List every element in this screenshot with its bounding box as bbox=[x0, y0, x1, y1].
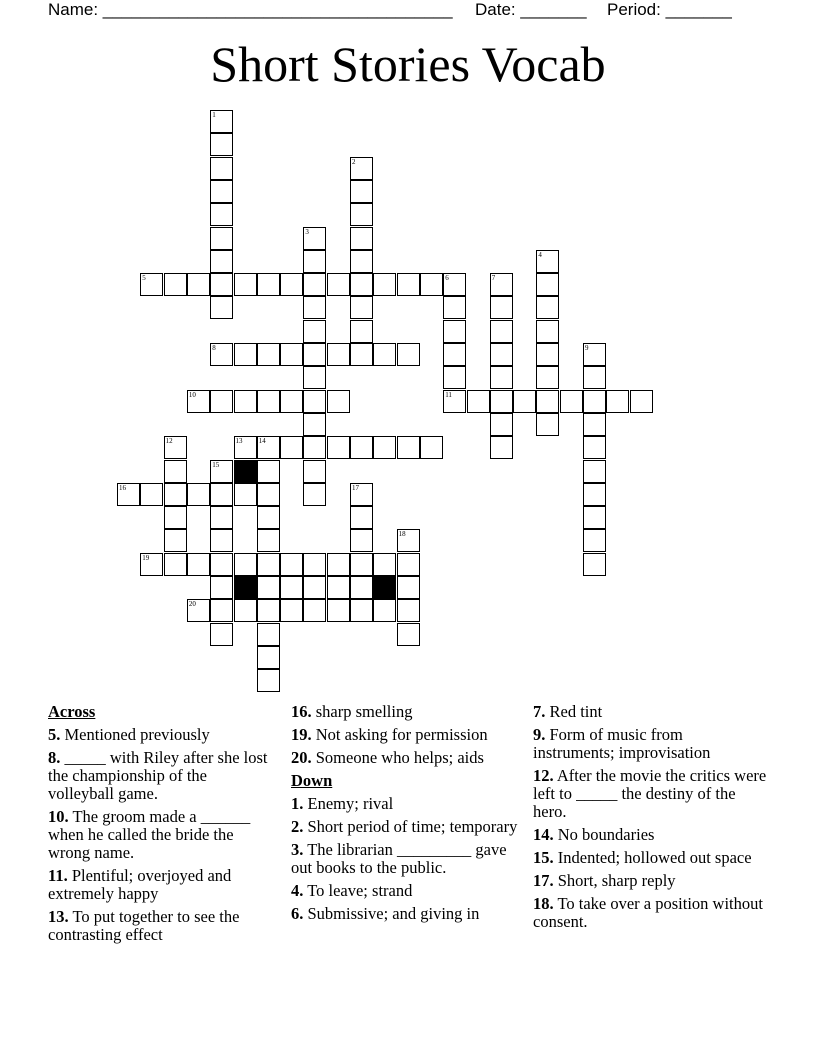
grid-cell[interactable] bbox=[280, 436, 303, 459]
clue-number: 10. bbox=[48, 807, 69, 826]
cell-number: 6 bbox=[445, 274, 449, 283]
clue-text: Submissive; and giving in bbox=[303, 904, 480, 923]
grid-cell[interactable] bbox=[490, 366, 513, 389]
grid-cell[interactable] bbox=[210, 110, 233, 133]
clue-number: 18. bbox=[533, 894, 554, 913]
cell-number: 2 bbox=[352, 157, 356, 166]
grid-cell[interactable] bbox=[373, 553, 396, 576]
clue-text: To put together to see the contrasting effect bbox=[48, 907, 240, 944]
grid-cell[interactable] bbox=[490, 296, 513, 319]
across-clue-list-continued bbox=[291, 703, 521, 767]
grid-cell[interactable] bbox=[350, 296, 373, 319]
grid-cell[interactable] bbox=[630, 390, 653, 413]
grid-cell[interactable] bbox=[234, 390, 257, 413]
grid-cell[interactable] bbox=[350, 180, 373, 203]
grid-cell[interactable] bbox=[490, 436, 513, 459]
grid-cell[interactable] bbox=[210, 180, 233, 203]
grid-cell[interactable] bbox=[187, 273, 210, 296]
period-field[interactable]: Period: _______ bbox=[607, 0, 732, 19]
grid-cell[interactable] bbox=[536, 250, 559, 273]
grid-cell[interactable] bbox=[303, 460, 326, 483]
grid-cell[interactable] bbox=[303, 599, 326, 622]
grid-cell[interactable] bbox=[303, 320, 326, 343]
grid-cell[interactable] bbox=[303, 436, 326, 459]
clue-text: Enemy; rival bbox=[303, 794, 394, 813]
grid-cell[interactable] bbox=[210, 250, 233, 273]
clue-number: 12. bbox=[533, 766, 554, 785]
grid-cell[interactable] bbox=[303, 483, 326, 506]
clue-text: After the movie the critics were left to _____ the destiny of the hero. bbox=[533, 766, 767, 821]
grid-cell[interactable] bbox=[350, 203, 373, 226]
grid-cell[interactable] bbox=[397, 623, 420, 646]
grid-cell[interactable] bbox=[350, 343, 373, 366]
down-clue bbox=[533, 726, 768, 762]
grid-cell[interactable] bbox=[257, 436, 280, 459]
grid-cell[interactable] bbox=[536, 320, 559, 343]
grid-cell[interactable] bbox=[257, 623, 280, 646]
page-title: Short Stories Vocab bbox=[210, 36, 606, 92]
clues-column-1 bbox=[48, 703, 273, 949]
black-cell bbox=[373, 576, 396, 599]
grid-cell[interactable] bbox=[117, 483, 140, 506]
clue-number: 5. bbox=[48, 725, 61, 744]
grid-cell[interactable] bbox=[164, 483, 187, 506]
down-clue bbox=[533, 826, 768, 844]
grid-cell[interactable] bbox=[187, 553, 210, 576]
grid-cell[interactable] bbox=[257, 553, 280, 576]
grid-cell[interactable] bbox=[210, 390, 233, 413]
grid-cell[interactable] bbox=[397, 553, 420, 576]
grid-cell[interactable] bbox=[490, 273, 513, 296]
grid-cell[interactable] bbox=[210, 483, 233, 506]
grid-cell[interactable] bbox=[443, 296, 466, 319]
grid-cell[interactable] bbox=[350, 250, 373, 273]
grid-cell[interactable] bbox=[257, 483, 280, 506]
cell-number: 4 bbox=[538, 250, 542, 259]
clue-text: To take over a position without consent. bbox=[533, 894, 763, 931]
grid-cell[interactable] bbox=[560, 390, 583, 413]
clue-number: 15. bbox=[533, 848, 554, 867]
clue-text: The groom made a ______ when he called the bride the wrong name. bbox=[48, 807, 251, 862]
grid-cell[interactable] bbox=[536, 296, 559, 319]
grid-cell[interactable] bbox=[397, 529, 420, 552]
grid-cell[interactable] bbox=[210, 576, 233, 599]
grid-cell[interactable] bbox=[373, 599, 396, 622]
cell-number: 11 bbox=[445, 390, 452, 399]
grid-cell[interactable] bbox=[373, 436, 396, 459]
grid-cell[interactable] bbox=[280, 553, 303, 576]
grid-cell[interactable] bbox=[257, 599, 280, 622]
grid-cell[interactable] bbox=[327, 436, 350, 459]
grid-cell[interactable] bbox=[303, 553, 326, 576]
clue-text: No boundaries bbox=[553, 825, 655, 844]
clue-text: Red tint bbox=[545, 702, 603, 721]
grid-cell[interactable] bbox=[327, 343, 350, 366]
cell-number: 5 bbox=[142, 274, 146, 283]
grid-cell[interactable] bbox=[140, 483, 163, 506]
cell-number: 9 bbox=[585, 344, 589, 352]
grid-cell[interactable] bbox=[350, 483, 373, 506]
grid-cell[interactable] bbox=[536, 366, 559, 389]
clue-number: 2. bbox=[291, 817, 304, 836]
grid-cell[interactable] bbox=[350, 157, 373, 180]
cell-number: 7 bbox=[491, 274, 496, 283]
grid-cell[interactable] bbox=[490, 413, 513, 436]
grid-cell[interactable] bbox=[443, 366, 466, 389]
down-clue bbox=[291, 905, 521, 923]
down-heading: Down bbox=[291, 771, 333, 790]
grid-cell[interactable] bbox=[583, 483, 606, 506]
grid-cell[interactable] bbox=[536, 273, 559, 296]
grid-cell[interactable] bbox=[350, 529, 373, 552]
clue-text: sharp smelling bbox=[311, 702, 413, 721]
grid-cell[interactable] bbox=[303, 413, 326, 436]
grid-cell[interactable] bbox=[443, 343, 466, 366]
cell-number: 10 bbox=[188, 390, 196, 399]
grid-cell[interactable] bbox=[350, 506, 373, 529]
cell-number: 20 bbox=[188, 600, 196, 609]
grid-cell[interactable] bbox=[350, 599, 373, 622]
cell-number: 19 bbox=[142, 553, 150, 562]
grid-cell[interactable] bbox=[350, 436, 373, 459]
down-clue bbox=[291, 841, 521, 877]
down-clue bbox=[533, 767, 768, 821]
grid-cell[interactable] bbox=[280, 343, 303, 366]
cell-number: 18 bbox=[398, 530, 406, 539]
grid-cell[interactable] bbox=[280, 576, 303, 599]
grid-cell[interactable] bbox=[536, 413, 559, 436]
grid-cell[interactable] bbox=[303, 576, 326, 599]
cell-number: 17 bbox=[352, 483, 359, 492]
grid-cell[interactable] bbox=[397, 576, 420, 599]
down-clue bbox=[291, 882, 521, 900]
grid-cell[interactable] bbox=[257, 343, 280, 366]
down-clue-list bbox=[291, 795, 521, 923]
grid-cell[interactable] bbox=[303, 296, 326, 319]
clue-number: 3. bbox=[291, 840, 304, 859]
grid-cell[interactable] bbox=[327, 273, 350, 296]
clue-text: Not asking for permission bbox=[311, 725, 488, 744]
grid-cell[interactable] bbox=[583, 413, 606, 436]
grid-cell[interactable] bbox=[257, 669, 280, 692]
grid-cell[interactable] bbox=[373, 273, 396, 296]
grid-cell[interactable] bbox=[490, 343, 513, 366]
cell-number: 13 bbox=[235, 437, 243, 446]
clue-text: To leave; strand bbox=[303, 881, 413, 900]
cell-number: 1 bbox=[212, 111, 216, 119]
across-clue bbox=[291, 703, 521, 721]
clue-text: Plentiful; overjoyed and extremely happy bbox=[48, 866, 232, 903]
clues-column-2 bbox=[291, 703, 521, 928]
grid-cell[interactable] bbox=[210, 296, 233, 319]
clue-text: Someone who helps; aids bbox=[311, 748, 484, 767]
grid-cell[interactable] bbox=[140, 273, 163, 296]
clue-number: 7. bbox=[533, 702, 546, 721]
clue-number: 17. bbox=[533, 871, 554, 890]
cell-number: 3 bbox=[305, 227, 309, 236]
grid-cell[interactable] bbox=[210, 506, 233, 529]
clue-text: Short period of time; temporary bbox=[303, 817, 518, 836]
grid-cell[interactable] bbox=[373, 343, 396, 366]
grid-cell[interactable] bbox=[420, 273, 443, 296]
grid-cell[interactable] bbox=[420, 436, 443, 459]
grid-cell[interactable] bbox=[303, 343, 326, 366]
grid-cell[interactable] bbox=[397, 436, 420, 459]
across-clue bbox=[48, 867, 273, 903]
grid-cell[interactable] bbox=[327, 553, 350, 576]
grid-cell[interactable] bbox=[140, 553, 163, 576]
grid-cell[interactable] bbox=[536, 343, 559, 366]
grid-cell[interactable] bbox=[536, 390, 559, 413]
grid-cell[interactable] bbox=[210, 529, 233, 552]
grid-cell[interactable] bbox=[257, 529, 280, 552]
grid-cell[interactable] bbox=[210, 460, 233, 483]
black-cell bbox=[234, 460, 257, 483]
cell-number: 12 bbox=[165, 437, 173, 446]
clue-number: 1. bbox=[291, 794, 304, 813]
down-clue-list-continued bbox=[533, 703, 768, 931]
grid-cell[interactable] bbox=[583, 366, 606, 389]
grid-cell[interactable] bbox=[210, 623, 233, 646]
grid-cell[interactable] bbox=[397, 273, 420, 296]
grid-cell[interactable] bbox=[583, 436, 606, 459]
grid-cell[interactable] bbox=[467, 390, 490, 413]
grid-cell[interactable] bbox=[234, 553, 257, 576]
grid-cell[interactable] bbox=[443, 390, 466, 413]
clue-number: 11. bbox=[48, 866, 68, 885]
clue-number: 13. bbox=[48, 907, 69, 926]
grid-cell[interactable] bbox=[210, 157, 233, 180]
grid-cell[interactable] bbox=[583, 390, 606, 413]
clue-text: Short, sharp reply bbox=[553, 871, 676, 890]
grid-cell[interactable] bbox=[350, 320, 373, 343]
down-clue bbox=[533, 849, 768, 867]
clue-text: Mentioned previously bbox=[60, 725, 210, 744]
clue-number: 16. bbox=[291, 702, 312, 721]
grid-cell[interactable] bbox=[280, 599, 303, 622]
cell-number: 15 bbox=[212, 460, 220, 469]
cell-number: 14 bbox=[258, 437, 266, 446]
across-heading: Across bbox=[48, 702, 96, 721]
across-clue bbox=[48, 808, 273, 862]
grid-cell[interactable] bbox=[210, 133, 233, 156]
grid-cell[interactable] bbox=[210, 599, 233, 622]
grid-cell[interactable] bbox=[210, 227, 233, 250]
grid-cell[interactable] bbox=[350, 553, 373, 576]
grid-cell[interactable] bbox=[583, 553, 606, 576]
clue-text: Form of music from instruments; improvisation bbox=[533, 725, 711, 762]
grid-cell[interactable] bbox=[257, 576, 280, 599]
grid-cell[interactable] bbox=[164, 436, 187, 459]
grid-cell[interactable] bbox=[303, 366, 326, 389]
grid-cell[interactable] bbox=[303, 227, 326, 250]
grid-cell[interactable] bbox=[490, 390, 513, 413]
across-clue bbox=[48, 749, 273, 803]
grid-cell[interactable] bbox=[397, 599, 420, 622]
clue-text: _____ with Riley after she lost the championship of the volleyball game. bbox=[48, 748, 268, 803]
grid-cell[interactable] bbox=[234, 343, 257, 366]
clue-number: 8. bbox=[48, 748, 61, 767]
grid-cell[interactable] bbox=[303, 250, 326, 273]
clues-column-3 bbox=[533, 703, 768, 936]
clue-number: 20. bbox=[291, 748, 312, 767]
grid-cell[interactable] bbox=[583, 529, 606, 552]
clue-number: 9. bbox=[533, 725, 546, 744]
black-cell bbox=[234, 576, 257, 599]
across-clue bbox=[291, 749, 521, 767]
across-clue bbox=[48, 726, 273, 744]
grid-cell[interactable] bbox=[164, 506, 187, 529]
grid-cell[interactable] bbox=[164, 553, 187, 576]
clue-number: 14. bbox=[533, 825, 554, 844]
grid-cell[interactable] bbox=[210, 273, 233, 296]
cell-number: 8 bbox=[212, 344, 216, 352]
grid-cell[interactable] bbox=[327, 576, 350, 599]
grid-cell[interactable] bbox=[443, 320, 466, 343]
grid-cell[interactable] bbox=[280, 390, 303, 413]
grid-cell[interactable] bbox=[443, 273, 466, 296]
grid-cell[interactable] bbox=[257, 273, 280, 296]
grid-cell[interactable] bbox=[606, 390, 629, 413]
grid-cell[interactable] bbox=[234, 599, 257, 622]
name-field[interactable]: Name: _____________________________________ bbox=[48, 0, 453, 19]
clue-text: Indented; hollowed out space bbox=[553, 848, 752, 867]
down-clue bbox=[291, 795, 521, 813]
date-field[interactable]: Date: _______ bbox=[475, 0, 587, 19]
grid-cell[interactable] bbox=[303, 390, 326, 413]
clue-number: 6. bbox=[291, 904, 304, 923]
grid-cell[interactable] bbox=[303, 273, 326, 296]
grid-cell[interactable] bbox=[164, 273, 187, 296]
grid-cell[interactable] bbox=[280, 273, 303, 296]
grid-cell[interactable] bbox=[187, 390, 210, 413]
down-clue bbox=[533, 872, 768, 890]
grid-cell[interactable] bbox=[583, 343, 606, 366]
grid-cell[interactable] bbox=[350, 227, 373, 250]
across-clue-list bbox=[48, 726, 273, 944]
grid-cell[interactable] bbox=[257, 646, 280, 669]
down-clue bbox=[533, 895, 768, 931]
grid-cell[interactable] bbox=[397, 343, 420, 366]
grid-cell[interactable] bbox=[257, 506, 280, 529]
clue-text: The librarian _________ gave out books to the public. bbox=[291, 840, 507, 877]
grid-cell[interactable] bbox=[210, 343, 233, 366]
grid-cell[interactable] bbox=[490, 320, 513, 343]
grid-cell[interactable] bbox=[583, 460, 606, 483]
grid-cell[interactable] bbox=[327, 390, 350, 413]
clue-number: 4. bbox=[291, 881, 304, 900]
grid-cell[interactable] bbox=[583, 506, 606, 529]
down-clue bbox=[291, 818, 521, 836]
grid-cell[interactable] bbox=[234, 483, 257, 506]
grid-cell[interactable] bbox=[187, 599, 210, 622]
grid-cell[interactable] bbox=[350, 273, 373, 296]
grid-cell[interactable] bbox=[187, 483, 210, 506]
clue-number: 19. bbox=[291, 725, 312, 744]
grid-cell[interactable] bbox=[350, 576, 373, 599]
across-clue bbox=[48, 908, 273, 944]
across-clue bbox=[291, 726, 521, 744]
cell-number: 16 bbox=[119, 483, 126, 492]
grid-cell[interactable] bbox=[257, 390, 280, 413]
grid-cell[interactable] bbox=[327, 599, 350, 622]
grid-cell[interactable] bbox=[164, 529, 187, 552]
grid-cell[interactable] bbox=[234, 436, 257, 459]
grid-cell[interactable] bbox=[513, 390, 536, 413]
grid-cell[interactable] bbox=[164, 460, 187, 483]
grid-cell[interactable] bbox=[210, 203, 233, 226]
grid-cell[interactable] bbox=[234, 273, 257, 296]
grid-cell[interactable] bbox=[257, 460, 280, 483]
grid-cell[interactable] bbox=[210, 553, 233, 576]
down-clue bbox=[533, 703, 768, 721]
